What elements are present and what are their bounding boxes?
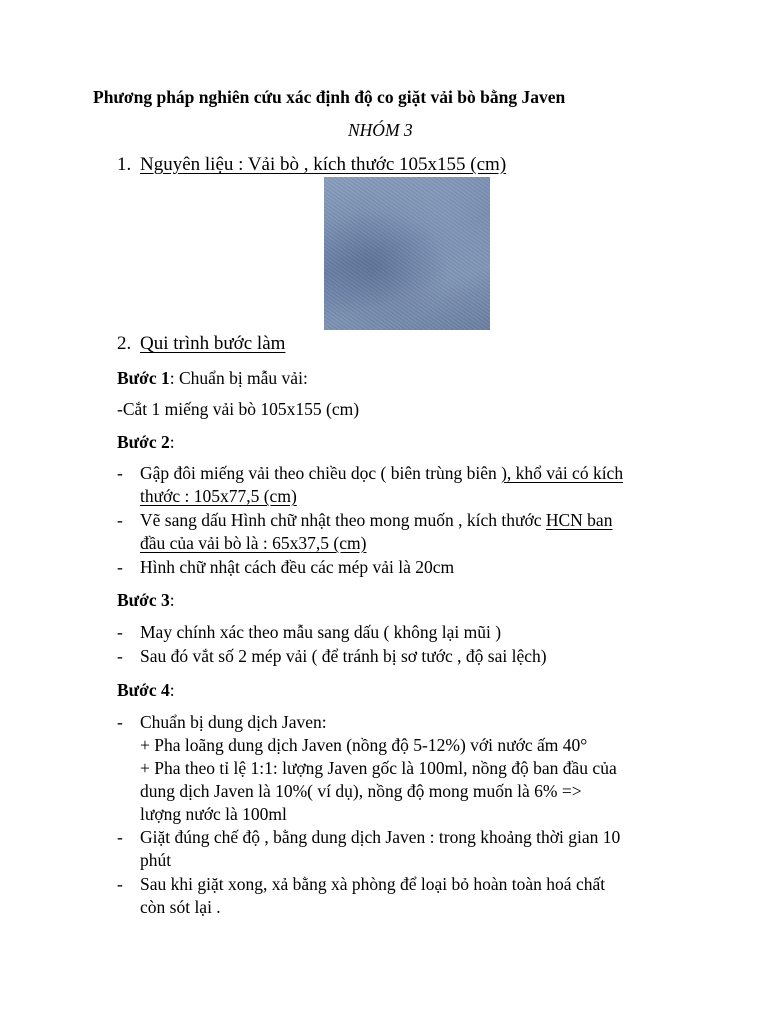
list-item: Sau khi giặt xong, xả bằng xà phòng để loại bỏ hoàn toàn hoá chất (140, 874, 606, 894)
bullet-dash: - (117, 557, 123, 577)
list-item-continuation: còn sót lại . (140, 897, 221, 917)
list-item: Hình chữ nhật cách đều các mép vải là 20cm (140, 557, 455, 577)
list-item: Sau đó vắt số 2 mép vải ( để tránh bị sơ tước , độ sai lệch) (140, 646, 547, 666)
section-1-heading (117, 154, 617, 178)
section-number: 1. (117, 154, 132, 175)
list-item-text: Gập đôi miếng vải theo chiều dọc ( biên trùng biên (140, 463, 502, 483)
step-1-heading (117, 367, 308, 390)
list-item-text: Vẽ sang dấu Hình chữ nhật theo mong muốn , kích thước (140, 510, 546, 530)
list-item (140, 510, 612, 531)
step-colon: : (169, 432, 175, 452)
list-item: Giặt đúng chế độ , bằng dung dịch Javen : trong khoảng thời gian 10 (140, 827, 621, 847)
bullet-dash: - (117, 463, 123, 483)
section-text: Qui trình bước làm (140, 333, 286, 354)
step-label: Bước 4 (117, 680, 170, 700)
bullet-dash: - (117, 827, 123, 847)
step-1-detail: -Cắt 1 miếng vải bò 105x155 (cm) (117, 399, 360, 419)
step-4-heading (117, 679, 175, 702)
document-title: Phương pháp nghiên cứu xác định độ co giặt vải bò bằng Javen (93, 87, 566, 107)
list-item-continuation: + Pha loãng dung dịch Javen (nồng độ 5-12%) với nước ấm 40° (140, 735, 588, 755)
group-name: NHÓM 3 (348, 120, 413, 140)
step-label: Bước 2 (117, 432, 170, 452)
list-item: Chuẩn bị dung dịch Javen: (140, 712, 327, 732)
list-item-continuation: đầu của vải bò là : 65x37,5 (cm) (140, 533, 367, 553)
step-label: Bước 3 (117, 590, 170, 610)
list-item-continuation: dung dịch Javen là 10%( ví dụ), nồng độ mong muốn là 6% => (140, 781, 582, 801)
bullet-dash: - (117, 712, 123, 732)
step-3-heading (117, 589, 175, 612)
bullet-dash: - (117, 874, 123, 894)
bullet-dash: - (117, 622, 123, 642)
section-2-heading (117, 333, 517, 357)
step-colon: : (169, 590, 175, 610)
section-text: Nguyên liệu : Vải bò , kích thước 105x155 (cm) (140, 154, 507, 175)
list-item-continuation: lượng nước là 100ml (140, 804, 287, 824)
list-item: May chính xác theo mẫu sang dấu ( không lại mũi ) (140, 622, 502, 642)
list-item-underlined-text: ), khổ vải có kích (501, 463, 624, 483)
list-item-underlined-text: HCN ban (545, 510, 613, 530)
list-item-continuation: thước : 105x77,5 (cm) (140, 486, 297, 506)
list-item-continuation: + Pha theo tỉ lệ 1:1: lượng Javen gốc là 100ml, nồng độ ban đầu của (140, 758, 617, 778)
section-number: 2. (117, 333, 132, 354)
denim-fabric-photo (324, 177, 490, 330)
step-2-heading (117, 431, 175, 454)
step-text: : Chuẩn bị mẫu vải: (169, 368, 308, 388)
list-item-continuation: phút (140, 850, 172, 870)
step-colon: : (169, 680, 175, 700)
list-item (140, 463, 623, 484)
step-label: Bước 1 (117, 368, 170, 388)
bullet-dash: - (117, 646, 123, 666)
bullet-dash: - (117, 510, 123, 530)
